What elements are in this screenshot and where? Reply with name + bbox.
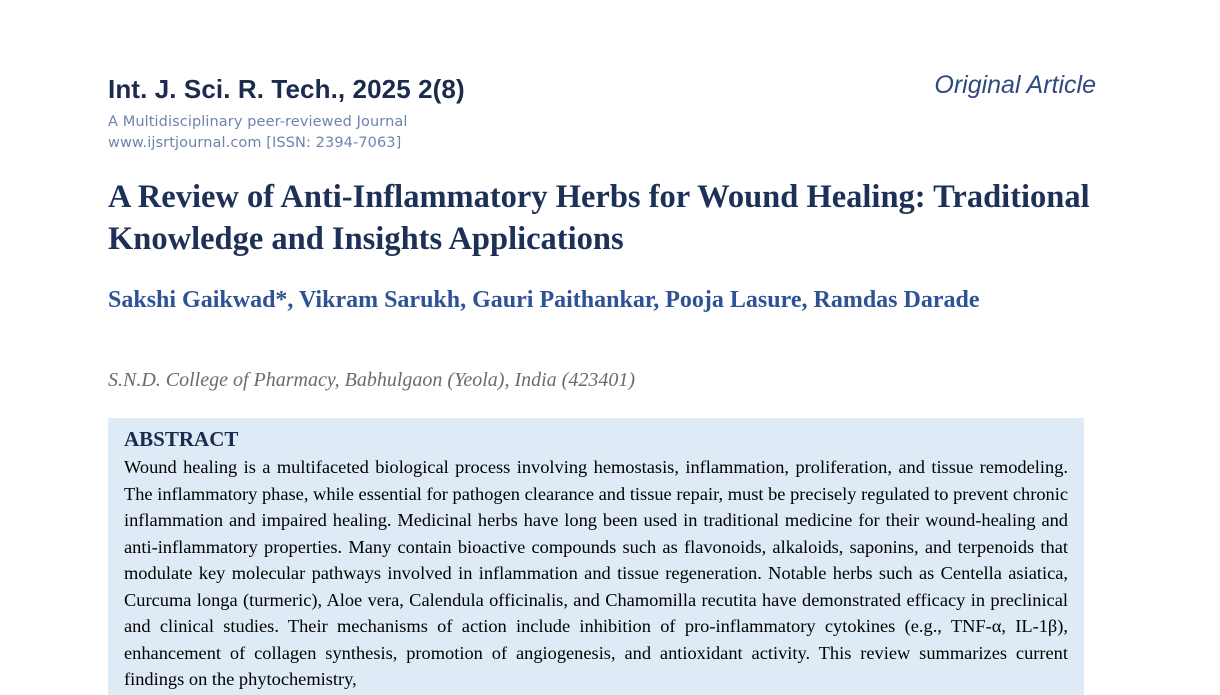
abstract-body: Wound healing is a multifaceted biological process involving hemostasis, inflammation, proliferation, and tissue remodeling. The inflammatory phase, while essential for pathogen clearance and tissue repair, must be precisely regulated to prevent chronic inflammation and impaired healing. Medicinal herbs have long been used in traditional medicine for their wound-healing and anti-inflammatory properties. Many contain bioactive compounds such as flavonoids, alkaloids, saponins, and terpenoids that modulate key molecular pathways involved in inflammation and tissue regeneration. Notable herbs such as Centella asiatica, Curcuma longa (turmeric), Aloe vera, Calendula officinalis, and Chamomilla recutita have demonstrated efficacy in preclinical and clinical studies. Their mechanisms of action include inhibition of pro-inflammatory cytokines (e.g., TNF-α, IL-1β), enhancement of collagen synthesis, promotion of angiogenesis, and antioxidant activity. This review summarizes current findings on the phytochemistry, — [124, 457, 1068, 689]
paper-title: A Review of Anti-Inflammatory Herbs for Wound Healing: Traditional Knowledge and Insights Applications — [108, 179, 1090, 257]
journal-subtitle: A Multidisciplinary peer-reviewed Journal — [108, 114, 408, 130]
journal-url: www.ijsrtjournal.com [ISSN: 2394-7063] — [108, 135, 402, 151]
abstract-section — [108, 418, 1084, 695]
author-affiliation: S.N.D. College of Pharmacy, Babhulgaon (Yeola), India (423401) — [108, 369, 635, 391]
article-type-label: Original Article — [934, 71, 1096, 99]
abstract-heading: ABSTRACT — [124, 427, 239, 451]
author-list: Sakshi Gaikwad*, Vikram Sarukh, Gauri Paithankar, Pooja Lasure, Ramdas Darade — [108, 287, 980, 313]
journal-title: Int. J. Sci. R. Tech., 2025 2(8) — [108, 74, 465, 104]
